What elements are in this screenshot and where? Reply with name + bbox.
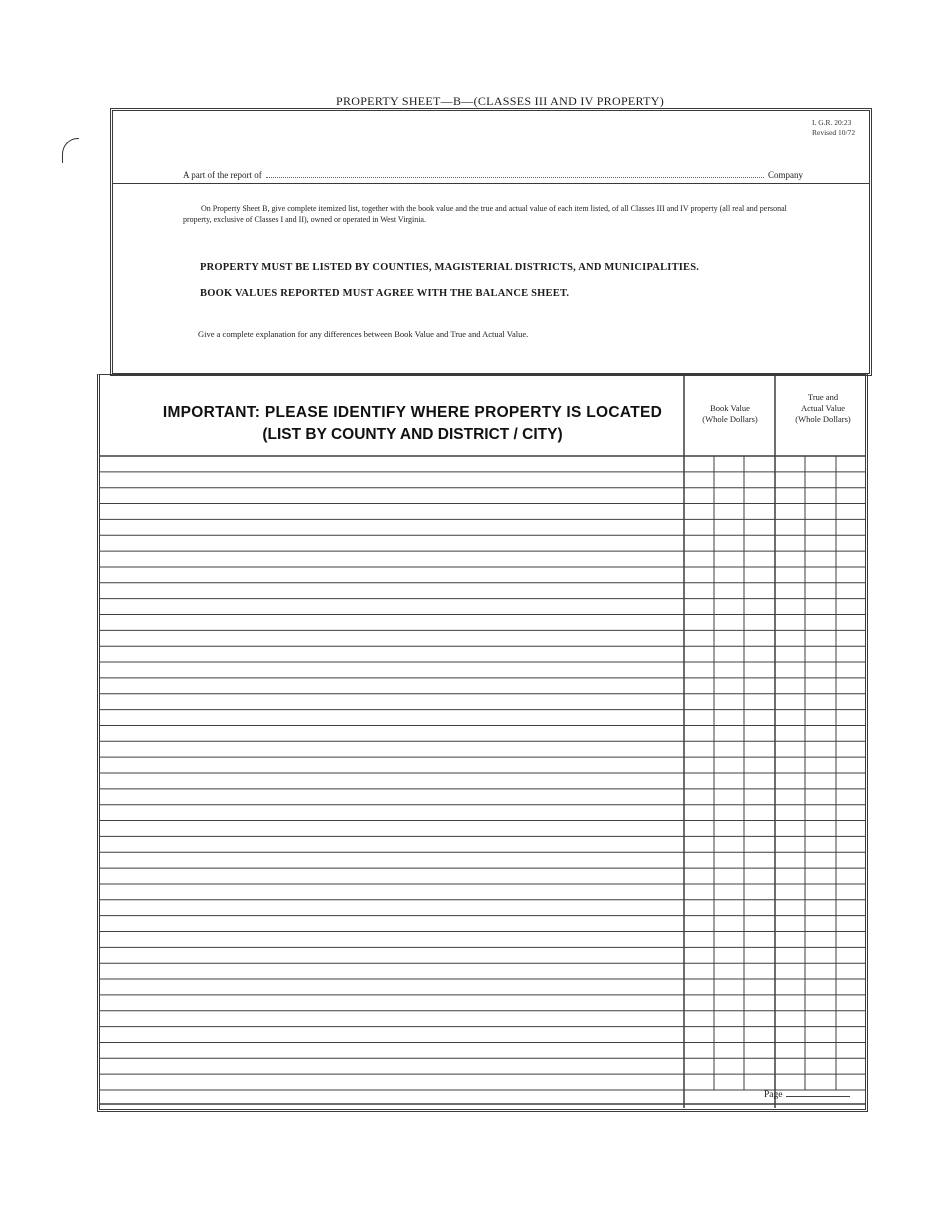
instructions-paragraph: On Property Sheet B, give complete itemized list, together with the book value and the true and actual value of each item listed, of all Classes III and IV property (all real and personal property, exclusive of Classes I and II), owned or operated in West Virginia. — [183, 204, 787, 224]
page-number-line — [764, 1090, 850, 1100]
page-label: Page — [764, 1090, 783, 1100]
true-value-header-line3: (Whole Dollars) — [795, 414, 851, 424]
important-line-2: (LIST BY COUNTY AND DISTRICT / CITY) — [262, 426, 563, 443]
rule-book-values: BOOK VALUES REPORTED MUST AGREE WITH THE BALANCE SHEET. — [200, 288, 570, 299]
form-reference-revision: Revised 10/72 — [812, 128, 856, 137]
book-value-header-line1: Book Value — [710, 403, 750, 413]
rule-counties: PROPERTY MUST BE LISTED BY COUNTIES, MAGISTERIAL DISTRICTS, AND MUNICIPALITIES. — [200, 262, 700, 273]
important-line-1: IMPORTANT: PLEASE IDENTIFY WHERE PROPERTY IS LOCATED — [162, 404, 663, 421]
report-of-label: A part of the report of — [183, 170, 262, 180]
true-value-header-line2: Actual Value — [801, 403, 845, 413]
page-title: PROPERTY SHEET—B—(CLASSES III AND IV PROPERTY) — [335, 94, 665, 108]
company-label: Company — [768, 170, 803, 180]
book-value-header-line2: (Whole Dollars) — [702, 414, 758, 424]
page-number-field[interactable] — [786, 1096, 850, 1097]
true-value-header-line1: True and — [807, 392, 839, 402]
form-reference-code: I. G.R. 20:23 — [812, 118, 852, 127]
explanation-note: Give a complete explanation for any differences between Book Value and True and Actual Value. — [198, 329, 529, 339]
